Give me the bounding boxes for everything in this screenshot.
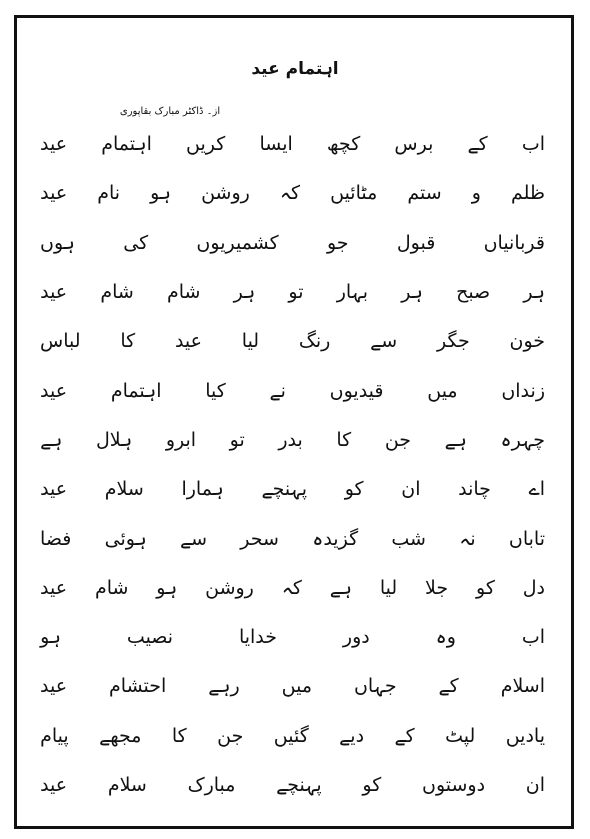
poem-word: و xyxy=(471,182,481,205)
poem-word: شب xyxy=(391,527,426,550)
poem-word: چاند xyxy=(458,478,491,501)
poem-word: جن xyxy=(217,724,244,747)
poem-word: بہار xyxy=(336,281,369,304)
poem-word: یادیں xyxy=(505,724,545,747)
poem-line xyxy=(40,416,545,465)
poem-word: اہتمام xyxy=(110,379,162,402)
poem-word: ان xyxy=(525,774,545,796)
poem-word: ایسا xyxy=(259,133,293,156)
poem-word: اب xyxy=(521,626,545,649)
poem-word: کا xyxy=(336,428,352,451)
poem-word: ہے xyxy=(329,576,353,599)
poem-word: جو xyxy=(326,231,349,254)
poem-word: کا xyxy=(171,724,187,747)
poem-word: عید xyxy=(40,379,68,402)
poem-word: عید xyxy=(40,281,68,304)
poem-word: لیا xyxy=(241,330,260,353)
poem-word: جلا xyxy=(425,576,449,599)
poem-line xyxy=(40,268,545,317)
poem-word: ہوئی xyxy=(104,527,147,550)
poem-line xyxy=(40,662,545,711)
poem-word: ہو xyxy=(156,576,178,599)
poem-word: بدر xyxy=(278,428,303,451)
poem-word: ہر xyxy=(233,281,256,304)
poem-word: رنگ xyxy=(298,330,331,353)
poem-word: پیام xyxy=(40,724,69,747)
poem-word: مجھے xyxy=(99,724,142,747)
poem-word: دیے xyxy=(339,724,365,747)
poem-word: نہ xyxy=(459,527,476,550)
poem-word: گئیں xyxy=(273,724,309,747)
poem-line xyxy=(40,219,545,268)
poem-word: ہو xyxy=(150,182,172,205)
poem-word: سحر xyxy=(240,527,279,550)
poem-word: نصیب xyxy=(126,626,174,649)
poem-word: ستم xyxy=(407,182,442,205)
poem-line xyxy=(40,465,545,514)
poem-line xyxy=(40,169,545,218)
poem-word: جہاں xyxy=(353,675,397,698)
poem-word: عید xyxy=(40,774,68,796)
poem-word: کہ xyxy=(279,182,301,205)
poem-word: اے xyxy=(528,478,545,501)
poem-word: مبارک xyxy=(187,774,236,796)
poem-word: لباس xyxy=(40,330,81,353)
poem-word: تاباں xyxy=(508,527,545,550)
poem-word: عید xyxy=(40,576,68,599)
poem-word: ظلم xyxy=(510,182,545,205)
poem-word: میں xyxy=(281,675,313,698)
poet-credit: از۔ ڈاکٹر مبارک بقاپوری xyxy=(119,106,221,117)
poem-word: ہر xyxy=(401,281,423,304)
poem-line xyxy=(40,564,545,613)
poem-body xyxy=(40,120,545,810)
poem-word: کہ xyxy=(281,576,302,599)
poem-word: تو xyxy=(288,281,304,304)
poem-word: کشمیریوں xyxy=(196,231,279,254)
poem-word: کا xyxy=(120,330,136,353)
poem-word: پہنچے xyxy=(261,478,308,501)
poem-word: کو xyxy=(476,576,495,599)
poem-word: کریں xyxy=(186,133,226,156)
poem-word: دور xyxy=(342,626,370,649)
poem-word: خون xyxy=(509,330,545,353)
poem-word: ہے xyxy=(40,428,63,451)
poem-word: نام xyxy=(97,182,121,205)
poem-word: روشن xyxy=(205,576,254,599)
poem-word: اب xyxy=(521,133,545,156)
poem-word: لیا xyxy=(379,576,398,599)
poem-word: چہرہ xyxy=(500,428,545,451)
poem-word: عید xyxy=(40,478,68,501)
poem-word: برس xyxy=(394,133,434,156)
poem-word: کے xyxy=(438,675,459,698)
poem-word: کو xyxy=(362,774,382,796)
poem-word: کچھ xyxy=(326,133,361,156)
poem-word: نے xyxy=(269,379,286,402)
poem-line xyxy=(40,712,545,761)
poem-word: رہے xyxy=(208,675,240,698)
poem-word: شام xyxy=(166,281,201,304)
poem-word: کو xyxy=(344,478,364,501)
poem-line xyxy=(40,120,545,169)
poem-word: میں xyxy=(427,379,458,402)
poem-word: کے xyxy=(467,133,488,156)
poem-word: ہمارا xyxy=(181,478,224,501)
poem-word: اہتمام xyxy=(101,133,152,156)
poem-line xyxy=(40,761,545,810)
poem-word: مٹائیں xyxy=(330,182,378,205)
poem-word: پہنچے xyxy=(276,774,322,796)
poem-word: سے xyxy=(179,527,208,550)
poem-word: کیا xyxy=(205,379,226,402)
poem-word: سلام xyxy=(104,478,144,501)
poem-word: قیدیوں xyxy=(329,379,384,402)
poem-title: اہتمام عید xyxy=(251,59,339,79)
poem-word: دوستوں xyxy=(422,774,486,796)
poem-word: شام xyxy=(94,576,129,599)
poem-word: ہو xyxy=(40,626,62,649)
poem-word: قبول xyxy=(396,231,436,254)
poem-word: شام xyxy=(100,281,134,304)
poem-line xyxy=(40,317,545,366)
poem-word: جگر xyxy=(436,330,470,353)
poem-line xyxy=(40,366,545,415)
poem-word: جن xyxy=(384,428,412,451)
poem-word: کی xyxy=(123,231,149,254)
poem-word: ہلال xyxy=(95,428,133,451)
poem-word: سلام xyxy=(107,774,147,796)
poem-word: عید xyxy=(40,675,68,698)
poem-word: تو xyxy=(229,428,245,451)
poem-word: احتشام xyxy=(109,675,167,698)
poem-word: خدایا xyxy=(238,626,278,649)
poem-word: گزیدہ xyxy=(312,527,359,550)
poem-line xyxy=(40,613,545,662)
poem-word: ہوں xyxy=(40,231,75,254)
poem-word: عید xyxy=(40,133,68,156)
poem-word: دل xyxy=(522,576,545,599)
poem-word: عید xyxy=(40,182,68,205)
poem-word: روشن xyxy=(201,182,250,205)
poem-word: ہر xyxy=(523,281,545,304)
poem-word: عید xyxy=(174,330,202,353)
poem-word: کے xyxy=(394,724,415,747)
poem-word: فضا xyxy=(40,527,72,550)
poem-word: ان xyxy=(401,478,421,501)
poem-word: وہ xyxy=(435,626,456,649)
poem-word: اسلام xyxy=(500,675,545,698)
poem-word: ابرو xyxy=(165,428,197,451)
poem-word: لپٹ xyxy=(445,724,476,747)
poem-word: سے xyxy=(370,330,398,353)
poem-word: ہے xyxy=(444,428,467,451)
poem-word: زنداں xyxy=(501,379,545,402)
poem-word: قربانیاں xyxy=(483,231,545,254)
poem-line xyxy=(40,514,545,563)
poem-word: صبح xyxy=(456,281,491,304)
